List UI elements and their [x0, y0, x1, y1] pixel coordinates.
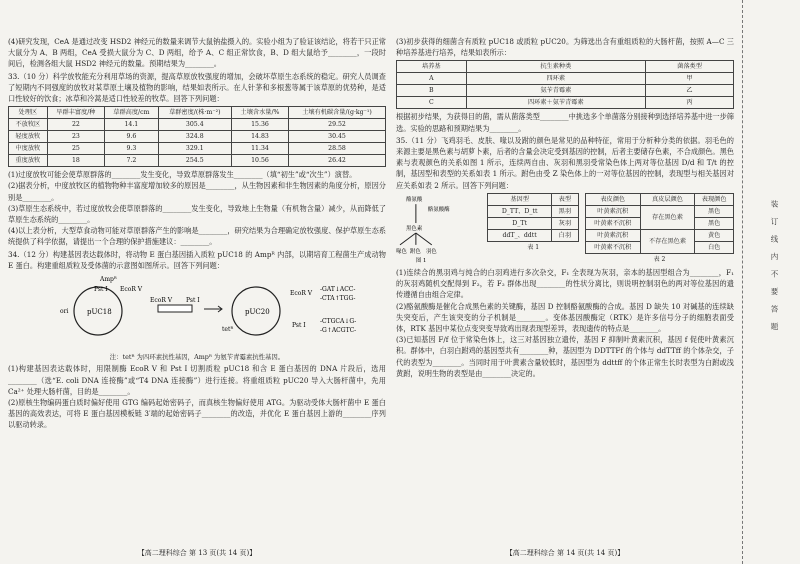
table-cell: 11.34: [231, 143, 288, 155]
q33-item-2: (2)据表分析，中度放牧区的植物物种丰富度增加较多的原因是________，从生物因素和非生物因素的角度分析，原因分别是________。: [8, 181, 386, 202]
plasmid-puc18-label: pUC18: [87, 308, 112, 317]
table-header-row: [9, 107, 386, 119]
q33-intro: 33.（10 分）科学放牧能充分利用草场的资源，提高草原放牧强度的增加，会破坏草原生态系统的稳定。研究人员调查了短期内不同强度的放牧对某草原土壤及植物的影响，结果如表所示。在人针茅和多根葱等属于该草原的优势种，是适口性较好的饮食；冰草和冷蒿是适口性较差的牧草。回答下列问题：: [8, 71, 386, 104]
right-footer: 【高二理科综合 第 14 页(共 14 页)】: [505, 549, 625, 557]
binding-notice: 装订线内不要答题: [770, 200, 779, 340]
figure-1-pathway: [396, 193, 481, 263]
ecorv-label-1: EcoR V: [120, 286, 143, 294]
table-row: [585, 205, 733, 217]
media-table: [396, 60, 734, 109]
table-cell: 28.58: [289, 143, 386, 155]
table-cell: 26.42: [289, 155, 386, 167]
seq-pst-top: -CTGCA↓G-: [320, 318, 357, 326]
table-row: [9, 155, 386, 167]
shank-color-table: [585, 193, 734, 254]
table-cell: 25: [47, 143, 104, 155]
table-2-label: 表 2: [653, 255, 666, 263]
table-row: [488, 217, 578, 229]
q35-item-1: (1)连续合的黑羽鸡与纯合的白羽鸡进行多次杂交，F₁ 全表现为灰羽，亲本的基因型组合为________，F₁ 的灰羽鸡随机交配得到 F₂，若 F₂ 群体出现________的性状分离比，则说明控制羽色的两对等位基因的遗传遵循自由组合定律。: [396, 268, 734, 300]
binding-margin: [742, 0, 800, 564]
left-footer: 【高二理科综合 第 13 页(共 14 页)】: [137, 549, 257, 557]
table-cell: 15.36: [231, 119, 288, 131]
plasmid-diagram: [8, 271, 386, 349]
table-cell: 23: [47, 131, 104, 143]
table-header: 草群密度/(株·m⁻²): [158, 107, 231, 119]
pst-label-2: Pst I: [186, 297, 200, 305]
table-cell: D_Tt: [488, 217, 551, 229]
fig1-a: 酪氨酸: [405, 196, 423, 203]
grazing-table: [8, 106, 386, 167]
fig1-label: 图 1: [415, 257, 427, 263]
table-cell: 10.56: [231, 155, 288, 167]
table-cell: 四环素＋氨苄青霉素: [466, 97, 645, 109]
q34-intro: 34.（12 分）构建基因表达载体时，将动物 E 蛋白基因插入质粒 pUC18 的 Ampᴿ 内部，以期培育工程菌生产成动物 E 蛋白。构建重组质粒及受体菌的示意图如图所示。回答下列问题：: [8, 249, 386, 270]
fig1-c: 黑色素: [405, 225, 423, 232]
table-cell: 乙: [646, 85, 734, 97]
table-cell: 不放牧区: [9, 119, 48, 131]
ori-label: ori: [60, 308, 69, 316]
table-1-label: 表 1: [527, 243, 540, 251]
table-cell: 叶黄素不沉积: [585, 217, 640, 229]
table-cell: 丙: [646, 97, 734, 109]
table-header: 表皮颜色: [585, 193, 640, 205]
seq-ecorv-bottom: -CTA↑TGG-: [320, 295, 356, 303]
arrow-icon: [204, 306, 222, 312]
table-cell: 黑色: [695, 205, 734, 217]
q33-item-1: (1)过度放牧可能会使草原群落的________发生变化，导致草原群落发生________（填“初生”或“次生”）演替。: [8, 170, 357, 180]
table-header: 菌落类型: [646, 61, 734, 73]
table-cell: 305.4: [158, 119, 231, 131]
table-cell: 324.8: [158, 131, 231, 143]
table-header-row: [585, 193, 733, 205]
fig1-b: 酪氨酸酶: [427, 206, 450, 213]
table-cell: 白羽: [551, 229, 578, 241]
table-header-row: [397, 61, 734, 73]
table-row: [488, 205, 578, 217]
q34-part3b: 根据初步结果，为获得目的菌，需从菌落类型________中挑选多个单菌落分别接种到选择培养基中进一步筛选。实验的思路和预期结果为________。: [396, 112, 734, 133]
arrow-icon: [400, 233, 432, 245]
table-cell: 四环素: [466, 73, 645, 85]
tet-label: tetᴿ: [222, 326, 234, 334]
table-row: [397, 73, 734, 85]
pst-label-1: Pst I: [94, 286, 108, 294]
table-row: [397, 97, 734, 109]
left-page: [8, 0, 386, 564]
pst-seq-name: Pst I: [292, 322, 306, 330]
fig1-d: 喙色: [396, 248, 407, 255]
table-1-wrap: [487, 193, 578, 265]
table-cell: 叶黄素沉积: [585, 229, 640, 241]
table-header: 处理区: [9, 107, 48, 119]
table-cell: 18: [47, 155, 104, 167]
table-cell: 黑羽: [551, 205, 578, 217]
table-cell: A: [397, 73, 467, 85]
ecorv-seq-name: EcoR V: [290, 290, 313, 298]
q33-item-4: (4)以上表分析，大型草食动物可能对草原群落产生的影响是________，研究结果为合理确定放牧强度、保护草原生态系统提供了科学依据，请提出一个合理的保护措施建议：________。: [8, 226, 386, 247]
table-cell: 白色: [695, 241, 734, 253]
table-cell: 叶黄素不沉积: [585, 241, 640, 253]
table-header: 表型: [551, 193, 578, 205]
table-row: [397, 85, 734, 97]
table-header: 真皮层颜色: [640, 193, 695, 205]
table-row: [585, 229, 733, 241]
table-cell: 29.52: [289, 119, 386, 131]
table-cell: 中度放牧: [9, 143, 48, 155]
table-header: 草群高度/cm: [105, 107, 159, 119]
table-row: [9, 119, 386, 131]
table-header: 表现颜色: [695, 193, 734, 205]
figure-caption: 注：tetᴿ 为四环素抗性基因，Ampᴿ 为氨苄青霉素抗性基因。: [109, 353, 285, 362]
table-cell: B: [397, 85, 467, 97]
table-cell: 不存在黑色素: [640, 229, 695, 253]
table-header: 土壤含水量/%: [231, 107, 288, 119]
table-row: [488, 229, 578, 241]
table-row: [9, 131, 386, 143]
table-header: 抗生素种类: [466, 61, 645, 73]
table-cell: 329.1: [158, 143, 231, 155]
table-cell: 存在黑色素: [640, 205, 695, 229]
ecorv-label-2: EcoR V: [150, 297, 173, 305]
fig1-f: 羽色: [425, 248, 437, 255]
table-header: 基因型: [488, 193, 551, 205]
table-2-wrap: [585, 193, 734, 265]
table-cell: 叶黄素沉积: [585, 205, 640, 217]
q34-part3: (3)初步获得的细菌含有质粒 pUC18 或质粒 pUC20。为筛选出含有重组质粒的大肠杆菌，按照 A—C 三种培养基进行培养，结果如表所示：: [396, 37, 734, 58]
q35-item-3: (3)已知基因 F/f 位于常染色体上，这三对基因独立遗传，基因 F 抑制叶黄素沉积，基因 f 促使叶黄素沉积。群体中，白羽白跗鸡的基因型共有________种，基因型为 DDTTFf 的个体与 ddTTff 的个体杂交，子代的表型为________。当同时用于叶黄素含量较低时，基因型为 ddttff 的个体正常生长时表型为白跗或浅黄跗，说明生物的表型是由________决定的。: [396, 335, 734, 378]
table-cell: 氨苄青霉素: [466, 85, 645, 97]
table-cell: 9.3: [105, 143, 159, 155]
plasmid-puc20-label: pUC20: [245, 308, 270, 317]
table-row: [9, 143, 386, 155]
table-cell: 22: [47, 119, 104, 131]
table-cell: 14.83: [231, 131, 288, 143]
table-header: 土壤有机碳含量/(g·kg⁻¹): [289, 107, 386, 119]
seq-pst-bottom: -G↑ACGTC-: [320, 327, 357, 335]
table-cell: 甲: [646, 73, 734, 85]
table-cell: C: [397, 97, 467, 109]
table-cell: 轻度放牧: [9, 131, 48, 143]
q33-item-3: (3)草原生态系统中，若过度放牧会使草原群落的________发生变化，导致地上生物量（有机物含量）减少，从而降低了草原生态系统的________。: [8, 203, 386, 225]
table-cell: 灰羽: [551, 217, 578, 229]
table-cell: 9.6: [105, 131, 159, 143]
q35-item-2: (2)酪氨酸酶是催化合成黑色素的关键酶，基因 D 控制酪氨酸酶的合成。基因 D 缺失 10 对碱基的连续缺失突变后，产生该突变的分子机制是________。变体基因酸酶定（RTK）是许多信号分子的细胞表面受体，RTK 基因中某位点变突变导致鸡出现表现型差异，表现遗传的特点是________。: [396, 301, 734, 334]
table-cell: 254.5: [158, 155, 231, 167]
q35-intro: 35.（11 分）飞鸡羽毛、皮肤、喙以及跗的颜色是常见的品种特征，常用于分析种分类的依据。羽毛色的来源主要是黑色素与胡萝卜素，后者的含量会决定受到基因的控制，后者主要储存色素，不合成颜色。黑色素与表观颜色的关系如图 1 所示，连续两自由、灰羽和黑羽受常染色体上两对等位基因 D/d 和 T/t 的控制，基因型和表型的关系如表 1 所示。跗色由受 Z 染色体上的一对等位基因的控制，表现型与相关基因对应关系如表 2 所示。回答下列问题：: [396, 135, 734, 190]
table-header-row: [488, 193, 578, 205]
fig1-e: 跗色: [409, 248, 421, 255]
q35-figures: [396, 193, 734, 265]
table-cell: 7.2: [105, 155, 159, 167]
table-cell: 重度放牧: [9, 155, 48, 167]
table-cell: 黄色: [695, 229, 734, 241]
table-cell: 黑色: [695, 217, 734, 229]
table-cell: ddT_、ddtt: [488, 229, 551, 241]
genotype-table: [487, 193, 578, 242]
table-header: 培养基: [397, 61, 467, 73]
table-header: 旱群丰富度/种: [47, 107, 104, 119]
table-cell: 14.1: [105, 119, 159, 131]
q34-item-1: (1)构建基因表达载体时，用限制酶 EcoR V 和 Pst I 切割质粒 pUC18 和含 E 蛋白基因的 DNA 片段后，选用________（选“E. coli DNA 连接酶”或“T4 DNA 连接酶”）进行连接。将重组质粒 pUC20 导入大肠杆菌中，先用 Ca²⁺ 处理大肠杆菌，目的是________。: [8, 364, 386, 396]
q34-item-2: (2)原核生物编码蛋白质时偏好使用 GTG 编码起始密码子，而真核生物偏好使用 ATG。为驱动受体大肠杆菌中 E 蛋白基因的高效表达，可将 E 蛋白基因模板链 3′端的起始密码子________的改造，并优化 E 蛋白基因上游的________序列以驱动转录。: [8, 398, 386, 430]
q32-part4: (4)研究发现，CeA 是通过改变 HSD2 神经元的数量来调节大鼠钠盐摄入的。实验小组为了验证该结论，将若干只正常大鼠分为 A、B 两组，CeA 受损大鼠分为 C、D 两组，给予 A、C 组正常饮食，B、D 组大鼠给予________，一段时间后，检测各组大鼠 HSD2 神经元的数量。预期结果为________。: [8, 37, 386, 69]
right-page: [396, 0, 734, 564]
table-cell: 30.45: [289, 131, 386, 143]
seq-ecorv-top: -GAT↓ACC-: [320, 286, 356, 294]
gene-fragment: [158, 305, 192, 312]
table-cell: D_TT、D_tt: [488, 205, 551, 217]
amp-label: Ampᴿ: [100, 276, 117, 284]
